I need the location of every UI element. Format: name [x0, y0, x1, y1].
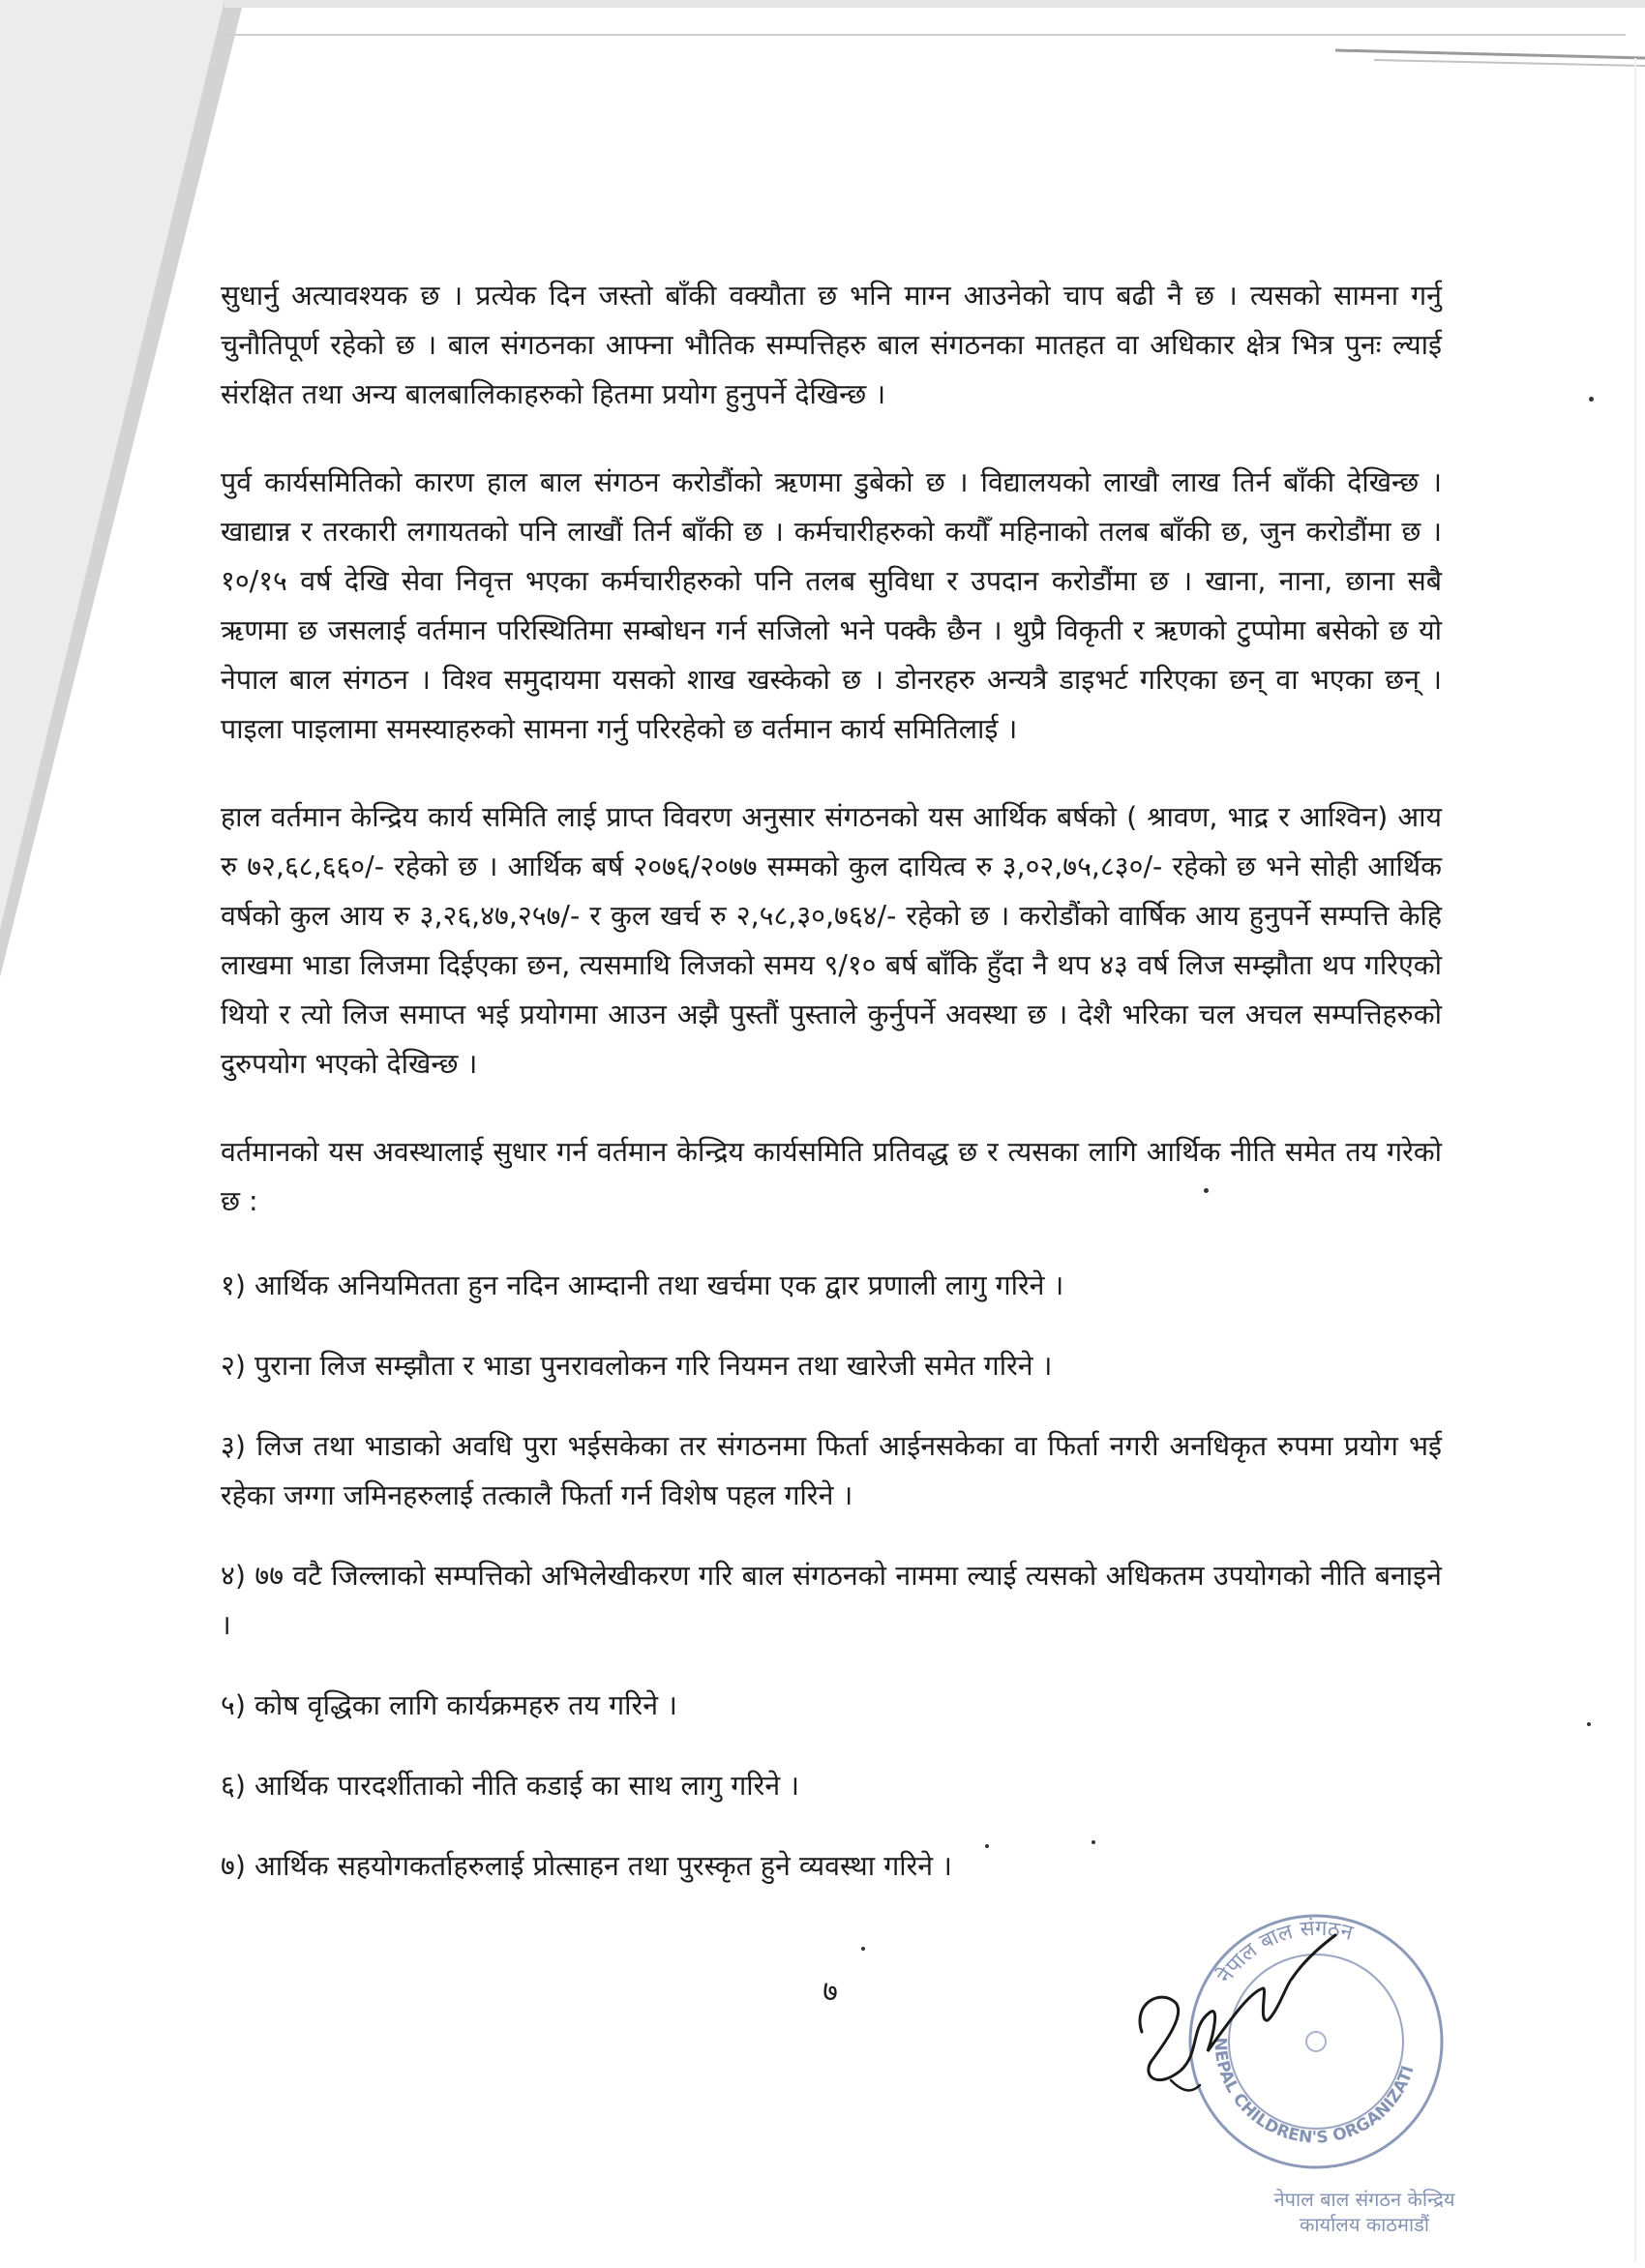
page-number: ७	[822, 1975, 838, 2009]
seal-top-text-path: नेपाल बाल संगठन	[1212, 1916, 1356, 1988]
policy-list	[221, 1261, 1442, 1891]
seal-top-text	[1212, 1917, 1357, 1988]
document-body	[221, 271, 1442, 1891]
paragraph-2: पुर्व कार्यसमितिको कारण हाल बाल संगठन करोडौंको ऋणमा डुबेको छ । विद्यालयको लाखौ लाख तिर्न बाँकी देखिन्छ । खाद्यान्न र तरकारी लगायतको पनि लाखौं तिर्न बाँकी छ । कर्मचारीहरुको कयौँ महिनाको तलब बाँकी छ, जुन करोडौंमा छ । १०/१५ वर्ष देखि सेवा निवृत्त भएका कर्मचारीहरुको पनि तलब सुविधा र उपदान करोडौंमा छ । खाना, नाना, छाना सबै ऋणमा छ जसलाई वर्तमान परिस्थितिमा सम्बोधन गर्न सजिलो भने पक्कै छैन । थुप्रै विकृती र ऋणको टुप्पोमा बसेको छ यो नेपाल बाल संगठन । विश्व समुदायमा यसको शाख खस्केको छ । डोनरहरु अन्यत्रै डाइभर्ट गरिएका छन् वा भएका छन् । पाइला पाइलामा समस्याहरुको सामना गर्नु परिरहेको छ वर्तमान कार्य समितिलाई ।	[221, 466, 1442, 745]
seal-inner-text: नेपाल बाल संगठन केन्द्रिय कार्यालय काठमाडौं	[1273, 2188, 1455, 2236]
list-item: ३) लिज तथा भाडाको अवधि पुरा भईसकेका तर संगठनमा फिर्ता आईनसकेका वा फिर्ता नगरी अनधिकृत रुपमा प्रयोग भई रहेका जग्गा जमिनहरुलाई तत्कालै फिर्ता गर्न विशेष पहल गरिने ।	[221, 1430, 1442, 1511]
list-item: ४) ७७ वटै जिल्लाको सम्पत्तिको अभिलेखीकरण गरि बाल संगठनको नाममा ल्याई त्यसको अधिकतम उपयोगको नीति बनाइने ।	[221, 1560, 1442, 1641]
list-item: ७) आर्थिक सहयोगकर्ताहरुलाई प्रोत्साहन तथा पुरस्कृत हुने व्यवस्था गरिने ।	[221, 1850, 952, 1882]
scan-speck	[1587, 1722, 1591, 1726]
signature-and-seal	[1122, 1896, 1510, 2264]
paragraph-1: सुधार्नु अत्यावश्यक छ । प्रत्येक दिन जस्तो बाँकी वक्यौता छ भनि माग्न आउनेको चाप बढी नै छ । त्यसको सामना गर्नु चुनौतिपूर्ण रहेको छ । बाल संगठनका आफ्ना भौतिक सम्पत्तिहरु बाल संगठनका मातहत वा अधिकार क्षेत्र भित्र पुनः ल्याई संरक्षित तथा अन्य बालबालिकाहरुको हितमा प्रयोग हुनुपर्ने देखिन्छ ।	[221, 280, 1442, 410]
paragraph-4: वर्तमानको यस अवस्थालाई सुधार गर्न वर्तमान केन्द्रिय कार्यसमिति प्रतिवद्ध छ र त्यसका लागि आर्थिक नीति समेत तय गरेको छ :	[221, 1136, 1442, 1217]
list-item: १) आर्थिक अनियमितता हुन नदिन आम्दानी तथा खर्चमा एक द्वार प्रणाली लागु गरिने ।	[221, 1269, 1064, 1301]
list-item: ६) आर्थिक पारदर्शीताको नीति कडाई का साथ लागु गरिने ।	[221, 1770, 800, 1802]
paragraph-3: हाल वर्तमान केन्द्रिय कार्य समिति लाई प्राप्त विवरण अनुसार संगठनको यस आर्थिक बर्षको ( श्रावण, भाद्र र आश्विन) आय रु ७२,६८,६६०/- रहेको छ । आर्थिक बर्ष २०७६/२०७७ सम्मको कुल दायित्व रु ३,०२,७५,८३०/- रहेको छ भने सोही आर्थिक वर्षको कुल आय रु ३,२६,४७,२५७/- र कुल खर्च रु २,५८,३०,७६४/- रहेको छ । करोडौंको वार्षिक आय हुनुपर्ने सम्पत्ति केहि लाखमा भाडा लिजमा दिईएका छन, त्यसमाथि लिजको समय ९/१० बर्ष बाँकि हुँदा नै थप ४३ वर्ष लिज सम्झौता थप गरिएको थियो र त्यो लिज समाप्त भई प्रयोगमा आउन अझै पुस्तौं पुस्ताले कुर्नुपर्ने अवस्था छ । देशै भरिका चल अचल सम्पत्तिहरुको दुरुपयोग भएको देखिन्छ ।	[221, 801, 1442, 1080]
scan-speck	[1589, 397, 1594, 402]
list-item: ५) कोष वृद्धिका लागि कार्यक्रमहरु तय गरिने ।	[221, 1689, 677, 1721]
seal-bottom-text: NEPAL CHILDREN'S ORGANIZATI	[1210, 2037, 1419, 2148]
scan-speck	[861, 1947, 865, 1951]
list-item: २) पुराना लिज सम्झौता र भाडा पुनरावलोकन गरि नियमन तथा खारेजी समेत गरिने ।	[221, 1350, 1053, 1382]
